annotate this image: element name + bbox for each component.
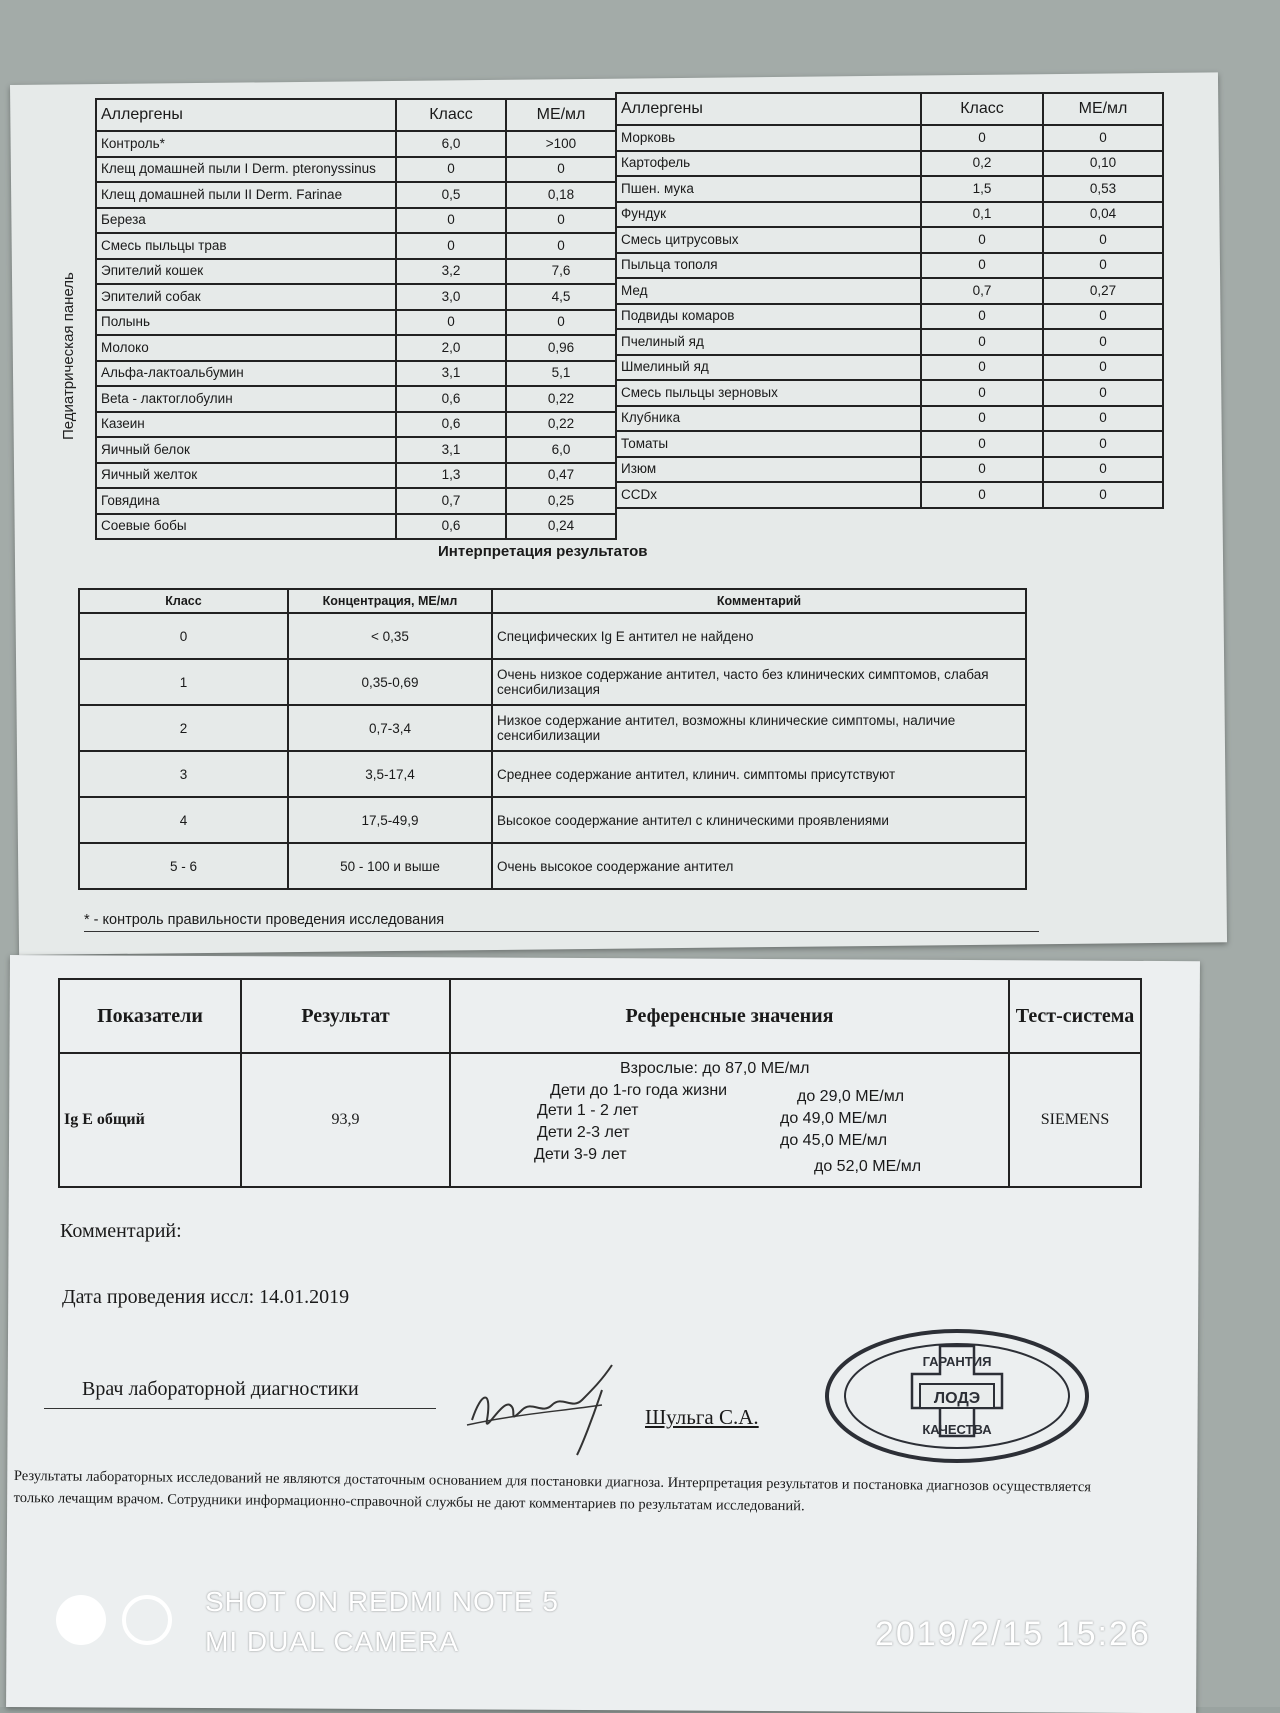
allergen-class: 0,1 <box>921 202 1043 228</box>
doctor-name: Шульга С.А. <box>645 1405 759 1429</box>
allergen-class: 3,1 <box>396 437 506 463</box>
ige-header-reference: Референсные значения <box>450 979 1009 1053</box>
allergen-me: 0 <box>1043 125 1163 151</box>
allergen-row <box>96 208 616 234</box>
allergen-name: Смесь пыльцы зерновых <box>616 380 921 406</box>
allergen-row <box>616 482 1163 508</box>
ref-line: Дети до 1-го года жизни <box>550 1082 728 1099</box>
allergen-name: Соевые бобы <box>96 514 396 540</box>
comment-label: Комментарий: <box>60 1220 182 1242</box>
allergen-table-left <box>95 98 617 540</box>
allergen-class: 2,0 <box>396 335 506 361</box>
interpretation-row <box>79 797 1026 843</box>
allergen-me: 0 <box>1043 380 1163 406</box>
allergen-row <box>616 253 1163 279</box>
interpretation-row <box>79 659 1026 705</box>
allergen-me: >100 <box>506 131 616 157</box>
interp-class: 0 <box>79 613 288 659</box>
disclaimer: Результаты лабораторных исследований не являются достаточным основанием для постановки диагноза. Интерпретация результатов и постановка диагнозов осуществляется только лечащим врачом. Сотрудники информационно-справочной службы не дают комментариев по результатам исследований. <box>13 1467 1092 1515</box>
allergen-name: Яичный белок <box>96 437 396 463</box>
allergen-class: 0 <box>921 482 1043 508</box>
allergen-name: Пшен. мука <box>616 176 921 202</box>
allergen-me: 0 <box>1043 431 1163 457</box>
allergen-name: Полынь <box>96 310 396 336</box>
interp-concentration: 0,35-0,69 <box>288 659 492 705</box>
allergen-row <box>616 125 1163 151</box>
allergen-name: Эпителий кошек <box>96 259 396 285</box>
header-me: МЕ/мл <box>506 99 616 131</box>
allergen-name: Картофель <box>616 151 921 177</box>
interp-concentration: 0,7-3,4 <box>288 705 492 751</box>
allergen-class: 0 <box>396 157 506 183</box>
allergen-row <box>616 151 1163 177</box>
interp-comment: Очень высокое соодержание антител <box>492 843 1026 889</box>
ref-line: до 49,0 МЕ/мл <box>780 1110 888 1127</box>
camera-logo-icon <box>54 1592 174 1648</box>
allergen-me: 0,04 <box>1043 202 1163 228</box>
allergen-name: Фундук <box>616 202 921 228</box>
allergen-row <box>96 233 616 259</box>
allergen-row <box>616 355 1163 381</box>
allergen-me: 0 <box>1043 406 1163 432</box>
allergen-row <box>96 386 616 412</box>
allergen-row <box>96 157 616 183</box>
watermark-datetime: 2019/2/15 15:26 <box>875 1615 1151 1653</box>
allergen-class: 0 <box>921 329 1043 355</box>
allergen-class: 0 <box>921 304 1043 330</box>
allergen-me: 0,25 <box>506 488 616 514</box>
allergen-me: 0,22 <box>506 412 616 438</box>
allergen-class: 3,1 <box>396 361 506 387</box>
allergen-me: 0 <box>1043 355 1163 381</box>
allergen-class: 0 <box>921 355 1043 381</box>
allergen-me: 0 <box>1043 329 1163 355</box>
interp-concentration: 50 - 100 и выше <box>288 843 492 889</box>
stamp-bottom-text: КАЧЕСТВА <box>922 1422 992 1437</box>
allergen-me: 0 <box>1043 227 1163 253</box>
allergen-row <box>96 361 616 387</box>
interpretation-title: Интерпретация результатов <box>438 543 648 560</box>
allergen-me: 0 <box>1043 482 1163 508</box>
allergen-row <box>96 284 616 310</box>
allergen-class: 0 <box>396 310 506 336</box>
allergen-row <box>96 437 616 463</box>
study-date: Дата проведения иссл: 14.01.2019 <box>62 1286 350 1308</box>
allergen-name: Береза <box>96 208 396 234</box>
allergen-me: 0,22 <box>506 386 616 412</box>
allergen-me: 0 <box>506 208 616 234</box>
allergen-name: Смесь цитрусовых <box>616 227 921 253</box>
allergen-me: 0 <box>506 310 616 336</box>
allergen-row <box>616 202 1163 228</box>
interp-header-comment: Комментарий <box>492 589 1026 613</box>
allergen-me: 0 <box>506 233 616 259</box>
allergen-class: 0,5 <box>396 182 506 208</box>
doctor-label: Врач лабораторной диагностики <box>82 1378 359 1400</box>
allergen-me: 0,53 <box>1043 176 1163 202</box>
allergen-class: 0 <box>396 208 506 234</box>
allergen-name: Яичный желток <box>96 463 396 489</box>
ige-reference-cell <box>450 1053 1009 1187</box>
allergen-name: Подвиды комаров <box>616 304 921 330</box>
allergen-class: 0 <box>921 125 1043 151</box>
allergen-me: 0,24 <box>506 514 616 540</box>
allergen-class: 0 <box>921 431 1043 457</box>
lab-stamp <box>822 1326 1092 1466</box>
allergen-name: Мед <box>616 278 921 304</box>
allergen-name: Смесь пыльцы трав <box>96 233 396 259</box>
allergen-class: 0,7 <box>921 278 1043 304</box>
header-allergens: Аллергены <box>96 99 396 131</box>
allergen-me: 0 <box>1043 457 1163 483</box>
allergen-name: Молоко <box>96 335 396 361</box>
stamp-top-text: ГАРАНТИЯ <box>922 1354 992 1369</box>
allergen-row <box>96 259 616 285</box>
ref-line: Взрослые: до 87,0 МЕ/мл <box>620 1060 810 1077</box>
allergen-class: 0 <box>921 457 1043 483</box>
interp-concentration: 17,5-49,9 <box>288 797 492 843</box>
allergen-class: 0 <box>921 406 1043 432</box>
allergen-row <box>616 329 1163 355</box>
allergen-class: 0 <box>921 380 1043 406</box>
allergen-name: Альфа-лактоальбумин <box>96 361 396 387</box>
signature-image <box>462 1360 632 1460</box>
ref-line: до 45,0 МЕ/мл <box>780 1132 888 1149</box>
ref-line: Дети 2-3 лет <box>537 1124 630 1141</box>
allergen-name: Клещ домашней пыли I Derm. pteronyssinus <box>96 157 396 183</box>
allergen-me: 0 <box>506 157 616 183</box>
allergen-row <box>96 412 616 438</box>
allergen-class: 0,6 <box>396 386 506 412</box>
interp-header-class: Класс <box>79 589 288 613</box>
allergen-row <box>96 488 616 514</box>
ige-indicator: Ig E общий <box>59 1053 241 1187</box>
allergen-me: 0,96 <box>506 335 616 361</box>
allergen-row <box>96 182 616 208</box>
interp-header-conc: Концентрация, МЕ/мл <box>288 589 492 613</box>
ige-header-result: Результат <box>241 979 450 1053</box>
interpretation-row <box>79 751 1026 797</box>
allergen-class: 0 <box>921 227 1043 253</box>
allergen-me: 0,27 <box>1043 278 1163 304</box>
allergen-me: 0,18 <box>506 182 616 208</box>
allergen-me: 0 <box>1043 304 1163 330</box>
header-me: МЕ/мл <box>1043 93 1163 125</box>
allergen-me: 7,6 <box>506 259 616 285</box>
allergen-row <box>96 131 616 157</box>
allergen-class: 0,6 <box>396 514 506 540</box>
ref-line: до 52,0 МЕ/мл <box>814 1158 922 1175</box>
ref-line: Дети 3-9 лет <box>534 1146 627 1163</box>
allergen-name: Казеин <box>96 412 396 438</box>
allergen-name: Томаты <box>616 431 921 457</box>
allergen-row <box>616 406 1163 432</box>
allergen-class: 0,2 <box>921 151 1043 177</box>
allergen-class: 0 <box>396 233 506 259</box>
pediatric-panel-label: Педиатрическая панель <box>60 272 77 440</box>
watermark-line2: MI DUAL CAMERA <box>205 1626 460 1657</box>
allergen-class: 3,2 <box>396 259 506 285</box>
allergen-class: 0,7 <box>396 488 506 514</box>
interpretation-row <box>79 613 1026 659</box>
ige-header-indicator: Показатели <box>59 979 241 1053</box>
allergen-row <box>96 335 616 361</box>
allergen-name: Beta - лактоглобулин <box>96 386 396 412</box>
allergen-row <box>96 463 616 489</box>
allergen-row <box>96 514 616 540</box>
allergen-name: Изюм <box>616 457 921 483</box>
interp-comment: Высокое соодержание антител с клиническими проявлениями <box>492 797 1026 843</box>
allergen-name: Контроль* <box>96 131 396 157</box>
header-class: Класс <box>396 99 506 131</box>
allergen-class: 1,5 <box>921 176 1043 202</box>
allergen-row <box>96 310 616 336</box>
allergen-class: 0 <box>921 253 1043 279</box>
allergen-name: Говядина <box>96 488 396 514</box>
allergen-name: CCDx <box>616 482 921 508</box>
allergen-me: 6,0 <box>506 437 616 463</box>
control-footnote: * - контроль правильности проведения исследования <box>84 912 1039 932</box>
interp-comment: Среднее содержание антител, клинич. симптомы присутствуют <box>492 751 1026 797</box>
allergen-row <box>616 457 1163 483</box>
allergen-me: 0,10 <box>1043 151 1163 177</box>
allergen-me: 0,47 <box>506 463 616 489</box>
ige-result: 93,9 <box>241 1053 450 1187</box>
allergen-row <box>616 176 1163 202</box>
watermark-line1: SHOT ON REDMI NOTE 5 <box>205 1586 559 1617</box>
header-class: Класс <box>921 93 1043 125</box>
allergen-row <box>616 431 1163 457</box>
interp-comment: Низкое содержание антител, возможны клинические симптомы, наличие сенсибилизации <box>492 705 1026 751</box>
allergen-name: Морковь <box>616 125 921 151</box>
allergen-me: 4,5 <box>506 284 616 310</box>
allergen-table-right <box>615 92 1164 509</box>
interp-class: 1 <box>79 659 288 705</box>
interp-concentration: < 0,35 <box>288 613 492 659</box>
stamp-center-text: ЛОДЭ <box>933 1390 981 1407</box>
interpretation-row <box>79 843 1026 889</box>
interp-class: 5 - 6 <box>79 843 288 889</box>
allergen-row <box>616 304 1163 330</box>
allergen-name: Пыльца тополя <box>616 253 921 279</box>
interp-comment: Специфических Ig E антител не найдено <box>492 613 1026 659</box>
signature-line <box>44 1408 436 1409</box>
allergen-name: Пчелиный яд <box>616 329 921 355</box>
interp-class: 2 <box>79 705 288 751</box>
allergen-name: Шмелиный яд <box>616 355 921 381</box>
header-allergens: Аллергены <box>616 93 921 125</box>
allergen-class: 1,3 <box>396 463 506 489</box>
allergen-me: 0 <box>1043 253 1163 279</box>
allergen-row <box>616 380 1163 406</box>
allergen-name: Клубника <box>616 406 921 432</box>
allergen-me: 5,1 <box>506 361 616 387</box>
allergen-row <box>616 278 1163 304</box>
interpretation-table <box>78 588 1027 890</box>
ige-test-system: SIEMENS <box>1009 1053 1141 1187</box>
interpretation-row <box>79 705 1026 751</box>
interp-comment: Очень низкое содержание антител, часто без клинических симптомов, слабая сенсибилизация <box>492 659 1026 705</box>
allergen-name: Клещ домашней пыли II Derm. Farinae <box>96 182 396 208</box>
ref-line: до 29,0 МЕ/мл <box>797 1088 905 1105</box>
allergen-class: 3,0 <box>396 284 506 310</box>
allergen-row <box>616 227 1163 253</box>
allergen-class: 0,6 <box>396 412 506 438</box>
ige-table <box>58 978 1142 1188</box>
allergen-class: 6,0 <box>396 131 506 157</box>
interp-class: 3 <box>79 751 288 797</box>
interp-concentration: 3,5-17,4 <box>288 751 492 797</box>
allergen-name: Эпителий собак <box>96 284 396 310</box>
camera-watermark-text <box>205 1582 559 1662</box>
interp-class: 4 <box>79 797 288 843</box>
ige-header-test-system: Тест-система <box>1009 979 1141 1053</box>
ref-line: Дети 1 - 2 лет <box>537 1102 639 1119</box>
